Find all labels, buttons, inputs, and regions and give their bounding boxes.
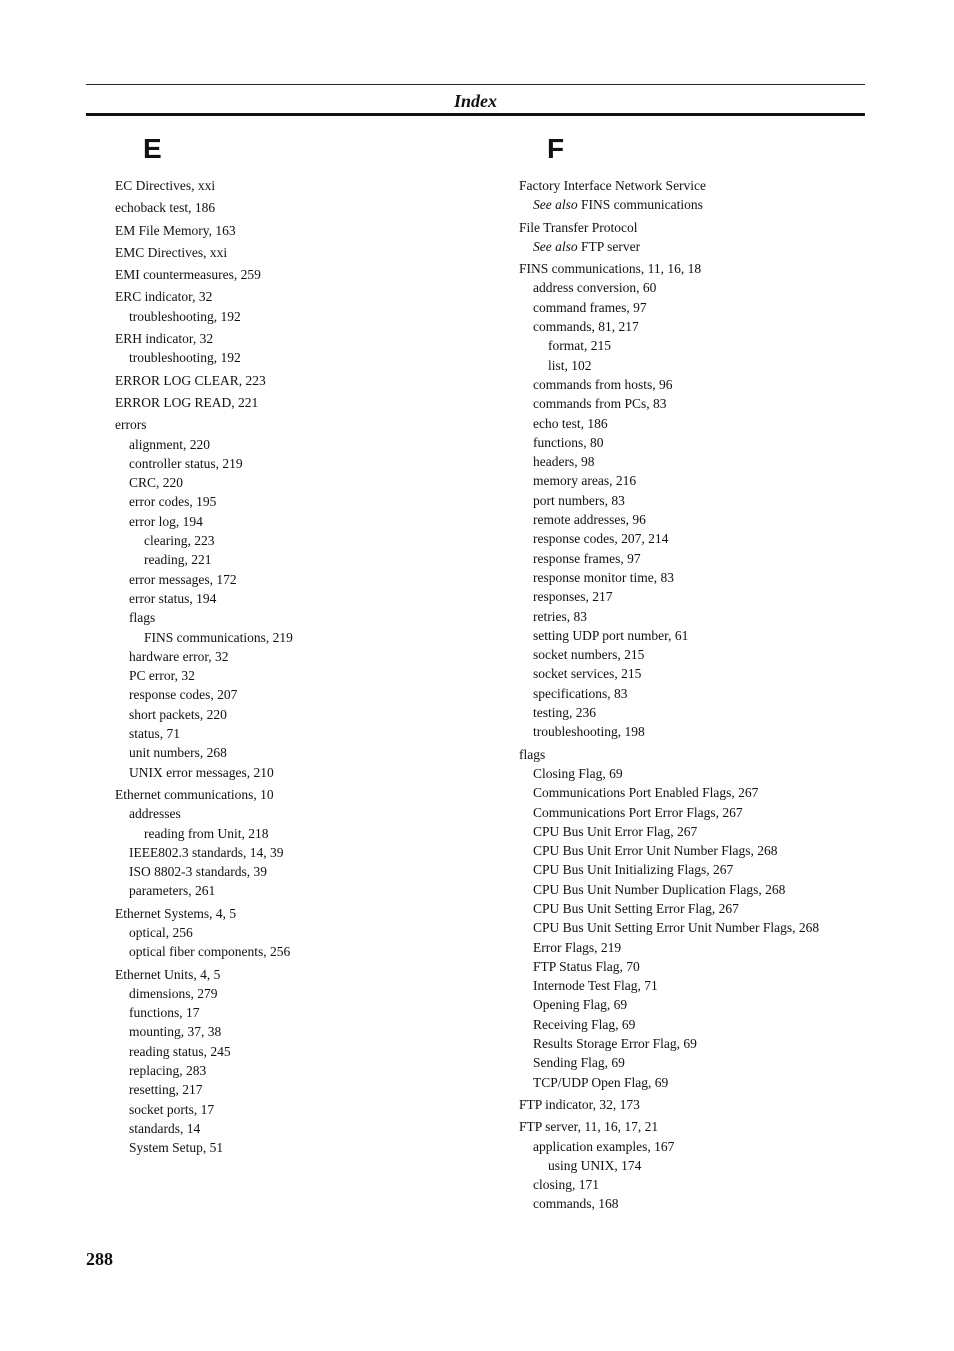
index-entry: File Transfer Protocol bbox=[519, 219, 638, 235]
index-subentry: CPU Bus Unit Number Duplication Flags, 268 bbox=[533, 881, 786, 897]
index-entry: FTP server, 11, 16, 17, 21 bbox=[519, 1119, 659, 1135]
index-subentry: CPU Bus Unit Initializing Flags, 267 bbox=[533, 862, 734, 878]
index-subentry: Receiving Flag, 69 bbox=[533, 1016, 636, 1032]
index-subentry: optical fiber components, 256 bbox=[129, 944, 291, 960]
index-entry: EM File Memory, 163 bbox=[115, 222, 236, 238]
index-subentry: parameters, 261 bbox=[129, 883, 216, 899]
index-subentry: error messages, 172 bbox=[129, 571, 237, 587]
page-number: 288 bbox=[86, 1249, 113, 1269]
index-subentry: retries, 83 bbox=[533, 608, 587, 624]
index-entry: FTP indicator, 32, 173 bbox=[519, 1096, 640, 1112]
see-also-label: See also bbox=[533, 197, 578, 213]
index-subentry: error log, 194 bbox=[129, 513, 203, 529]
index-subentry: FINS communications, 219 bbox=[144, 629, 293, 645]
index-entry: EMC Directives, xxi bbox=[115, 244, 228, 260]
index-subentry: Error Flags, 219 bbox=[533, 939, 622, 955]
index-subentry: list, 102 bbox=[548, 357, 592, 373]
index-subentry: Internode Test Flag, 71 bbox=[533, 978, 658, 994]
index-subentry: resetting, 217 bbox=[129, 1082, 203, 1098]
page-header-title: Index bbox=[453, 91, 497, 111]
index-subentry: format, 215 bbox=[548, 338, 611, 354]
index-subentry: socket services, 215 bbox=[533, 666, 642, 682]
index-entry: ERC indicator, 32 bbox=[115, 289, 213, 305]
index-subentry: replacing, 283 bbox=[129, 1063, 207, 1079]
index-subentry: commands, 168 bbox=[533, 1196, 619, 1212]
index-subentry: troubleshooting, 198 bbox=[533, 724, 645, 740]
index-entry: Ethernet Units, 4, 5 bbox=[115, 966, 221, 982]
index-entry: EMI countermeasures, 259 bbox=[115, 267, 261, 283]
index-subentry: reading from Unit, 218 bbox=[144, 825, 269, 841]
index-subentry: UNIX error messages, 210 bbox=[129, 764, 274, 780]
index-subentry: reading, 221 bbox=[144, 552, 212, 568]
index-subentry: optical, 256 bbox=[129, 924, 193, 940]
index-subentry: IEEE802.3 standards, 14, 39 bbox=[129, 844, 284, 860]
index-entry: EC Directives, xxi bbox=[115, 178, 216, 193]
index-subentry: functions, 80 bbox=[533, 434, 604, 450]
index-subentry: alignment, 220 bbox=[129, 436, 210, 452]
index-subentry: FTP Status Flag, 70 bbox=[533, 958, 640, 974]
index-subentry: memory areas, 216 bbox=[533, 473, 637, 489]
index-subentry: address conversion, 60 bbox=[533, 280, 657, 296]
index-subentry: commands from PCs, 83 bbox=[533, 396, 667, 412]
index-entry: echoback test, 186 bbox=[115, 200, 216, 216]
index-subentry: CPU Bus Unit Error Unit Number Flags, 268 bbox=[533, 843, 778, 859]
index-column-right bbox=[519, 176, 859, 1214]
index-subentry: CPU Bus Unit Setting Error Flag, 267 bbox=[533, 900, 739, 916]
index-subentry: Results Storage Error Flag, 69 bbox=[533, 1036, 697, 1052]
index-entry: Ethernet Systems, 4, 5 bbox=[115, 905, 237, 921]
index-subentry: System Setup, 51 bbox=[129, 1140, 224, 1156]
index-subentry: controller status, 219 bbox=[129, 455, 243, 471]
index-subentry: headers, 98 bbox=[533, 454, 595, 470]
index-subentry: setting UDP port number, 61 bbox=[533, 627, 689, 643]
index-entry: Ethernet communications, 10 bbox=[115, 786, 274, 802]
see-also-target: FINS communications bbox=[577, 197, 703, 213]
index-subentry: short packets, 220 bbox=[129, 706, 227, 722]
index-subentry: command frames, 97 bbox=[533, 299, 647, 315]
index-subentry: addresses bbox=[129, 806, 181, 822]
index-subentry: response monitor time, 83 bbox=[533, 569, 674, 585]
index-subentry: commands from hosts, 96 bbox=[533, 376, 673, 392]
index-subentry: testing, 236 bbox=[533, 705, 596, 721]
index-entry: Factory Interface Network Service bbox=[519, 178, 707, 193]
index-subentry: commands, 81, 217 bbox=[533, 319, 639, 335]
index-subentry: unit numbers, 268 bbox=[129, 745, 227, 761]
index-subentry: Sending Flag, 69 bbox=[533, 1055, 625, 1071]
see-also-target: FTP server bbox=[577, 238, 641, 254]
index-subentry: closing, 171 bbox=[533, 1177, 599, 1193]
index-subentry bbox=[519, 237, 859, 256]
index-subentry: standards, 14 bbox=[129, 1120, 201, 1136]
index-subentry: socket numbers, 215 bbox=[533, 647, 645, 663]
index-subentry: reading status, 245 bbox=[129, 1043, 231, 1059]
index-subentry: Closing Flag, 69 bbox=[533, 765, 623, 781]
index-subentry: Communications Port Enabled Flags, 267 bbox=[533, 785, 759, 801]
see-also-label: See also bbox=[533, 238, 578, 254]
index-entry: flags bbox=[519, 746, 546, 762]
index-entry: ERROR LOG READ, 221 bbox=[115, 394, 259, 410]
index-entry: errors bbox=[115, 417, 147, 433]
index-subentry: port numbers, 83 bbox=[533, 492, 625, 508]
index-subentry: using UNIX, 174 bbox=[548, 1157, 642, 1173]
index-entry: ERROR LOG CLEAR, 223 bbox=[115, 372, 266, 388]
index-subentry: error status, 194 bbox=[129, 590, 217, 606]
index-subentry: specifications, 83 bbox=[533, 685, 628, 701]
index-subentry: application examples, 167 bbox=[533, 1138, 675, 1154]
index-subentry: response frames, 97 bbox=[533, 550, 641, 566]
index-subentry: status, 71 bbox=[129, 726, 181, 742]
index-entry: FINS communications, 11, 16, 18 bbox=[519, 261, 702, 277]
index-subentry bbox=[519, 195, 859, 214]
index-subentry: CPU Bus Unit Setting Error Unit Number Flags, 268 bbox=[533, 920, 820, 936]
index-subentry: error codes, 195 bbox=[129, 494, 217, 510]
index-subentry: TCP/UDP Open Flag, 69 bbox=[533, 1074, 669, 1090]
index-subentry: response codes, 207 bbox=[129, 687, 238, 703]
index-subentry: responses, 217 bbox=[533, 589, 613, 605]
header-rule-top bbox=[86, 84, 865, 85]
index-subentry: CRC, 220 bbox=[129, 475, 184, 491]
index-subentry: Opening Flag, 69 bbox=[533, 997, 628, 1013]
section-letter-f: F bbox=[547, 133, 565, 164]
index-subentry: socket ports, 17 bbox=[129, 1101, 215, 1117]
index-subentry: dimensions, 279 bbox=[129, 985, 218, 1001]
index-subentry: Communications Port Error Flags, 267 bbox=[533, 804, 743, 820]
index-subentry: remote addresses, 96 bbox=[533, 512, 646, 528]
index-subentry: hardware error, 32 bbox=[129, 648, 229, 664]
index-subentry: flags bbox=[129, 610, 156, 626]
index-subentry: troubleshooting, 192 bbox=[129, 350, 241, 366]
section-letter-e: E bbox=[143, 133, 162, 164]
index-subentry: response codes, 207, 214 bbox=[533, 531, 669, 547]
index-subentry: mounting, 37, 38 bbox=[129, 1024, 222, 1040]
index-entry: ERH indicator, 32 bbox=[115, 331, 214, 347]
index-subentry: troubleshooting, 192 bbox=[129, 308, 241, 324]
index-subentry: echo test, 186 bbox=[533, 415, 608, 431]
index-subentry: clearing, 223 bbox=[144, 533, 215, 549]
index-column-left bbox=[115, 176, 495, 1158]
header-rule-bottom bbox=[86, 113, 865, 116]
index-subentry: functions, 17 bbox=[129, 1005, 200, 1021]
index-subentry: PC error, 32 bbox=[129, 668, 195, 684]
index-subentry: ISO 8802-3 standards, 39 bbox=[129, 864, 267, 880]
index-subentry: CPU Bus Unit Error Flag, 267 bbox=[533, 823, 698, 839]
